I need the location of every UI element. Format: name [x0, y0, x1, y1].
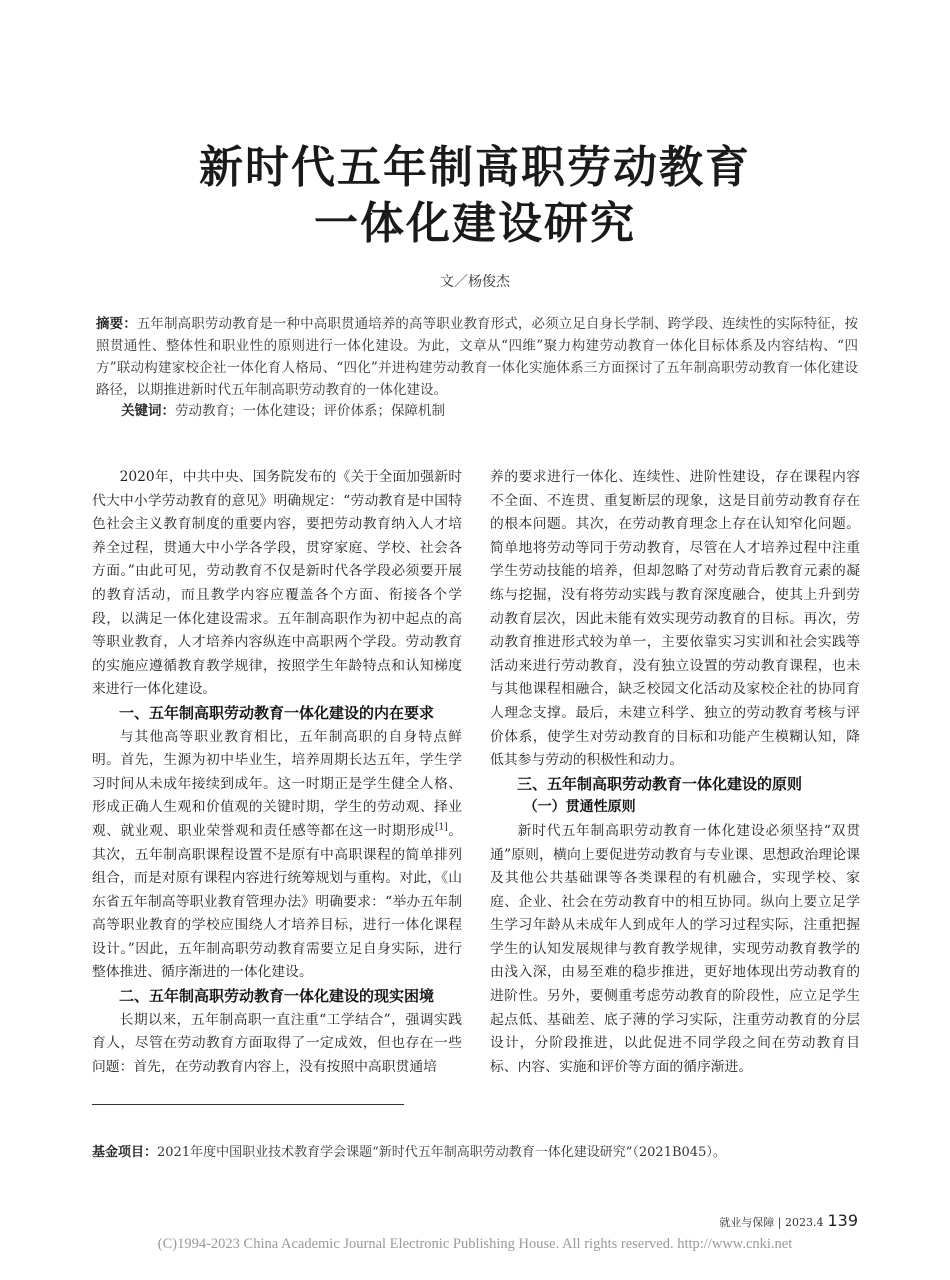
- body-paragraph: 新时代五年制高职劳动教育一体化建设必须坚持“双贯通”原则，横向上要促进劳动教育与专业课、思想政治理论课及其他公共基础课等各类课程的有机融合，实现学校、家庭、企业、社会在劳动教育中的相互协同。纵向上要立足学生学习年龄从未成年人到成年人的学习过程实际，注重把握学生的认知发展规律与教育教学规律，实现劳动教育教学的由浅入深，由易至难的稳步推进，更好地体现出劳动教育的进阶性。另外，要侧重考虑劳动教育的阶段性，应立足学生起点低、基础差、底子薄的学习实际，注重劳动教育的分层设计，分阶段推进，以此促进不同学段之间在劳动教育目标、内容、实施和评价等方面的循序渐进。: [490, 822, 860, 1075]
- fund-label: 基金项目：: [92, 1145, 158, 1160]
- body-paragraph: 长期以来，五年制高职一直注重“工学结合”，强调实践育人，尽管在劳动教育方面取得了一定成效，但也存在一些问题：首先，在劳动教育内容上，没有按照中高职贯通培: [92, 1011, 462, 1075]
- keywords-label: 关键词：: [121, 403, 175, 419]
- copyright-watermark: (C)1994-2023 China Academic Journal Electronic Publishing House. All rights reserved. http://www.cnki.net: [157, 1236, 793, 1252]
- body-column-right: [490, 466, 860, 1079]
- body-paragraph: [92, 726, 462, 986]
- body-paragraph: 2020年，中共中央、国务院发布的《关于全面加强新时代大中小学劳动教育的意见》明确规定：“劳动教育是中国特色社会主义教育制度的重要内容，要把劳动教育纳入人才培养全过程，贯通大中小学各学段，贯穿家庭、学校、社会各方面。”由此可见，劳动教育不仅是新时代各学段必须要开展的教育活动，而且教学内容应覆盖各个方面、衔接各个学段，以满足一体化建设需求。五年制高职作为初中起点的高等职业教育，人才培养内容纵连中高职两个学段。劳动教育的实施应遵循教育教学规律，按照学生年龄特点和认知梯度来进行一体化建设。: [92, 469, 462, 698]
- title-line-2: 一体化建设研究: [314, 198, 636, 249]
- title-line-1: 新时代五年制高职劳动教育: [199, 142, 751, 193]
- keywords: [121, 400, 445, 422]
- body-column-left: [92, 466, 462, 1079]
- author-byline: 文／杨俊杰: [440, 274, 510, 290]
- subsection-heading: （一）贯通性原则: [523, 799, 636, 816]
- keywords-text: 劳动教育；一体化建设；评价体系；保障机制: [175, 403, 445, 419]
- fund-note: [92, 1141, 726, 1160]
- abstract-text: 五年制高职劳动教育是一种中高职贯通培养的高等职业教育形式，必须立足自身长学制、跨学段、连续性的实际特征，按照贯通性、整体性和职业性的原则进行一体化建设。为此，文章从“四维”聚力构建劳动教育一体化目标体系及内容结构、“四方”联动构建家校企社一体化育人格局、“四化”并进构建劳动教育一体化实施体系三方面探讨了五年制高职劳动教育一体化建设路径，以期推进新时代五年制高职劳动教育的一体化建设。: [96, 316, 858, 398]
- body-paragraph-continued: 养的要求进行一体化、连续性、进阶性建设，存在课程内容不全面、不连贯、重复断层的现象，这是目前劳动教育存在的根本问题。其次，在劳动教育理念上存在认知窄化问题。简单地将劳动等同于劳动教育，尽管在人才培养过程中注重学生劳动技能的培养，但却忽略了对劳动背后教育元素的凝练与挖掘，没有将劳动实践与教育深度融合，使其上升到劳动教育层次，因此未能有效实现劳动教育的目标。再次，劳动教育推进形式较为单一，主要依靠实习实训和社会实践等活动来进行劳动教育，没有独立设置的劳动教育课程，也未与其他课程相融合，缺乏校园文化活动及家校企社的协同育人理念支撑。最后，未建立科学、独立的劳动教育考核与评价体系，使学生对劳动教育的目标和功能产生模糊认知，降低其参与劳动的积极性和动力。: [490, 469, 860, 769]
- page-footer: [719, 1211, 858, 1230]
- section-heading-2: 二、五年制高职劳动教育一体化建设的现实困境: [119, 987, 435, 1006]
- abstract: [96, 313, 858, 401]
- fund-text: 2021年度中国职业技术教育学会课题“新时代五年制高职劳动教育一体化建设研究”（2021B045）。: [157, 1145, 726, 1160]
- page-number: 139: [827, 1211, 858, 1230]
- article-title: [0, 140, 950, 252]
- footnote-divider: [92, 1104, 404, 1105]
- abstract-label: 摘要：: [96, 316, 137, 332]
- paragraph-text: 。其次，五年制高职课程设置不是原有中高职课程的简单排列组合，而是对原有课程内容进行统筹规划与重构。对此，《山东省五年制高等职业教育管理办法》明确要求：“举办五年制高等职业教育的学校应围绕人才培养目标，进行一体化课程设计。”因此，五年制高职劳动教育需要立足自身实际，进行整体推进、循序渐进的一体化建设。: [92, 822, 463, 981]
- journal-name: 就业与保障 | 2023.4: [719, 1216, 824, 1229]
- section-heading-1: 一、五年制高职劳动教育一体化建设的内在要求: [119, 703, 435, 722]
- section-heading-3: 三、五年制高职劳动教育一体化建设的原则: [517, 774, 803, 793]
- citation-ref[interactable]: [1]: [434, 822, 448, 833]
- paragraph-text: 与其他高等职业教育相比，五年制高职的自身特点鲜明。首先，生源为初中毕业生，培养周期长达五年，学生学习时间从未成年接续到成年。这一时期正是学生健全人格、形成正确人生观和价值观的关键时期，学生的劳动观、择业观、就业观、职业荣誉观和责任感等都在这一时期形成: [92, 728, 462, 839]
